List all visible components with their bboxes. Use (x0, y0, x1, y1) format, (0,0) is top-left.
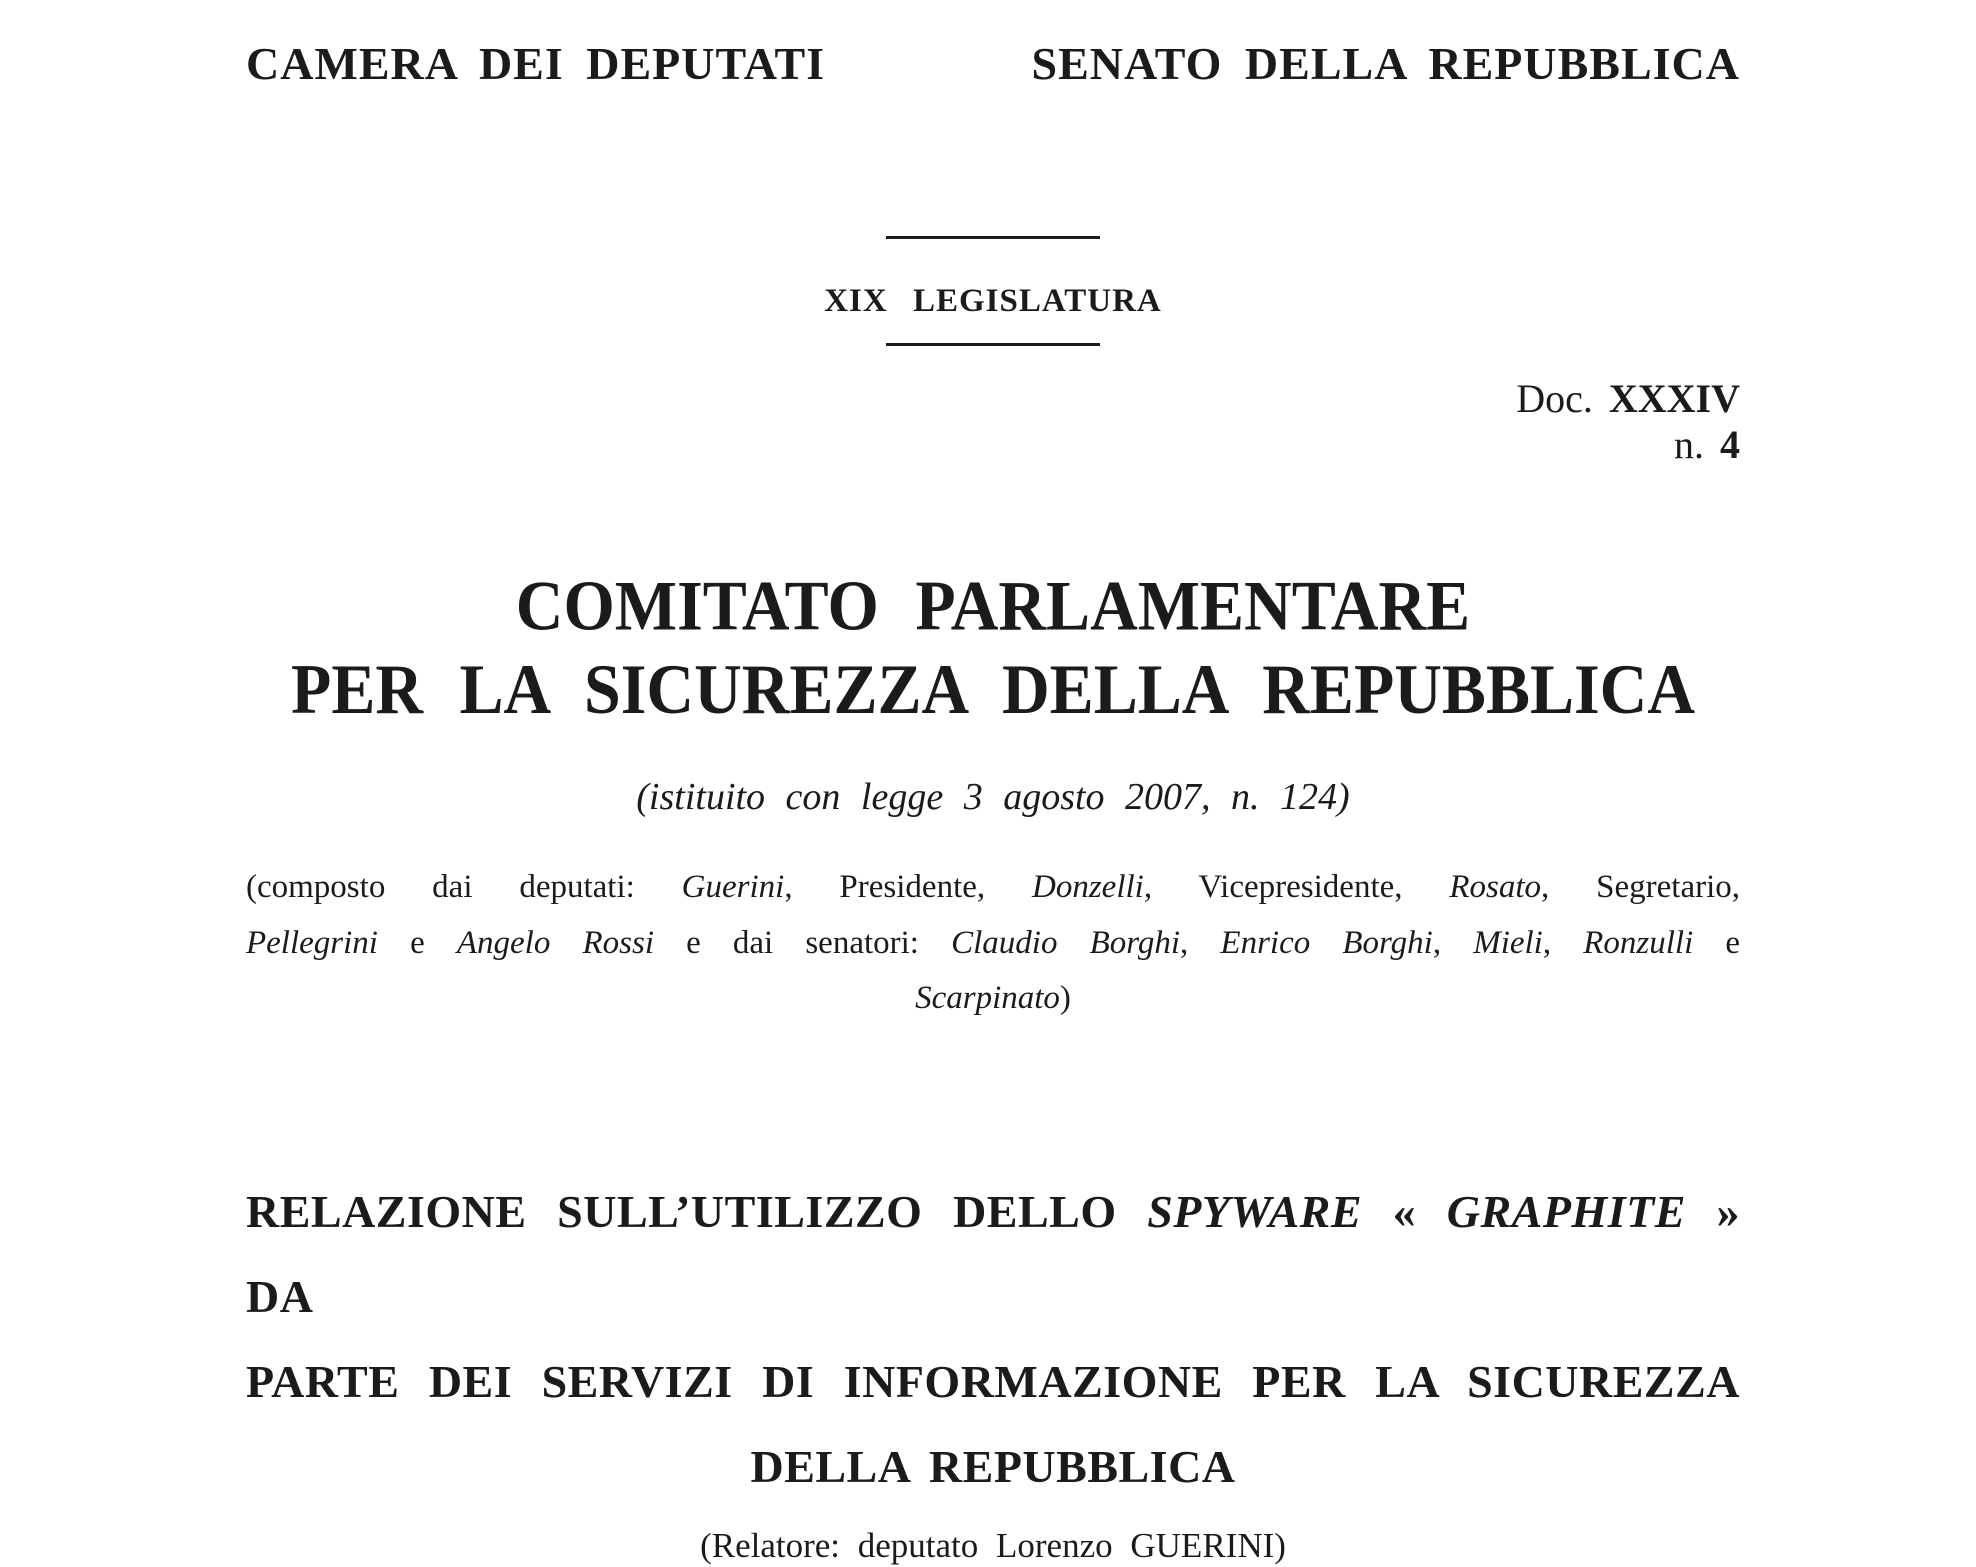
composition-line-2 (246, 916, 1740, 971)
doc-number-line (246, 376, 1740, 422)
legislature-label: XIX LEGISLATURA (824, 283, 1162, 320)
text-segment: , Segretario, (1541, 869, 1740, 906)
text-segment: Claudio Borghi (951, 924, 1181, 961)
doc-number: XXXIV (1608, 375, 1740, 421)
text-segment: Guerini (681, 869, 785, 906)
text-segment: , (1180, 924, 1221, 961)
report-title-line-1 (246, 1169, 1740, 1339)
committee-title-line-2: PER LA SICUREZZA DELLA REPUBBLICA (291, 649, 1695, 729)
committee-title (246, 565, 1740, 730)
chamber-title-left: CAMERA DEI DEPUTATI (246, 38, 826, 89)
report-title-line-2 (246, 1339, 1740, 1424)
text-segment: e dai senatori: (654, 924, 952, 961)
text-segment: PARTE DEI SERVIZI DI INFORMAZIONE PER LA SICUREZZA (246, 1355, 1740, 1407)
text-segment: Rosato (1449, 869, 1542, 906)
text-segment: , Presidente, (784, 869, 1032, 906)
text-segment: , (1542, 924, 1584, 961)
text-segment: Donzelli (1032, 869, 1144, 906)
n-number: 4 (1720, 421, 1740, 467)
text-segment: Angelo Rossi (456, 924, 654, 961)
composition-line-1 (246, 860, 1740, 915)
composition-paragraph (246, 860, 1740, 1026)
text-segment: DELLA REPUBBLICA (750, 1441, 1236, 1493)
separator-rule-top (886, 236, 1100, 239)
text-segment: SPYWARE (1147, 1185, 1363, 1237)
text-segment: ) (1059, 980, 1071, 1017)
committee-title-line-1: COMITATO PARLAMENTARE (515, 566, 1471, 646)
text-segment: e (377, 924, 457, 961)
separator-rule-bottom (886, 343, 1100, 346)
doc-reference (246, 376, 1740, 468)
masthead (246, 40, 1740, 88)
text-segment: Enrico Borghi (1220, 924, 1433, 961)
composition-line-3 (246, 971, 1740, 1026)
report-title-line-3 (246, 1424, 1740, 1509)
chamber-title-right: SENATO DELLA REPUBBLICA (1031, 38, 1740, 89)
doc-n-line (246, 422, 1740, 468)
n-label: n. (1674, 421, 1704, 467)
text-segment: » DA (246, 1185, 1741, 1322)
report-title (246, 1169, 1740, 1509)
text-segment: Scarpinato (915, 980, 1060, 1017)
text-segment: Mieli (1473, 924, 1543, 961)
text-segment: GRAPHITE (1446, 1185, 1686, 1237)
committee-subtitle: (istituito con legge 3 agosto 2007, n. 124) (636, 775, 1350, 818)
text-segment: (composto dai deputati: (246, 869, 682, 906)
text-segment: RELAZIONE SULL’UTILIZZO DELLO (246, 1185, 1148, 1237)
text-segment: e (1693, 924, 1741, 961)
text-segment: , (1432, 924, 1474, 961)
relatore-line: (Relatore: deputato Lorenzo GUERINI) (700, 1526, 1286, 1566)
text-segment: « (1362, 1185, 1447, 1237)
doc-label: Doc. (1516, 375, 1593, 421)
text-segment: , Vicepresidente, (1143, 869, 1450, 906)
text-segment: Ronzulli (1583, 924, 1694, 961)
text-segment: Pellegrini (246, 924, 378, 961)
